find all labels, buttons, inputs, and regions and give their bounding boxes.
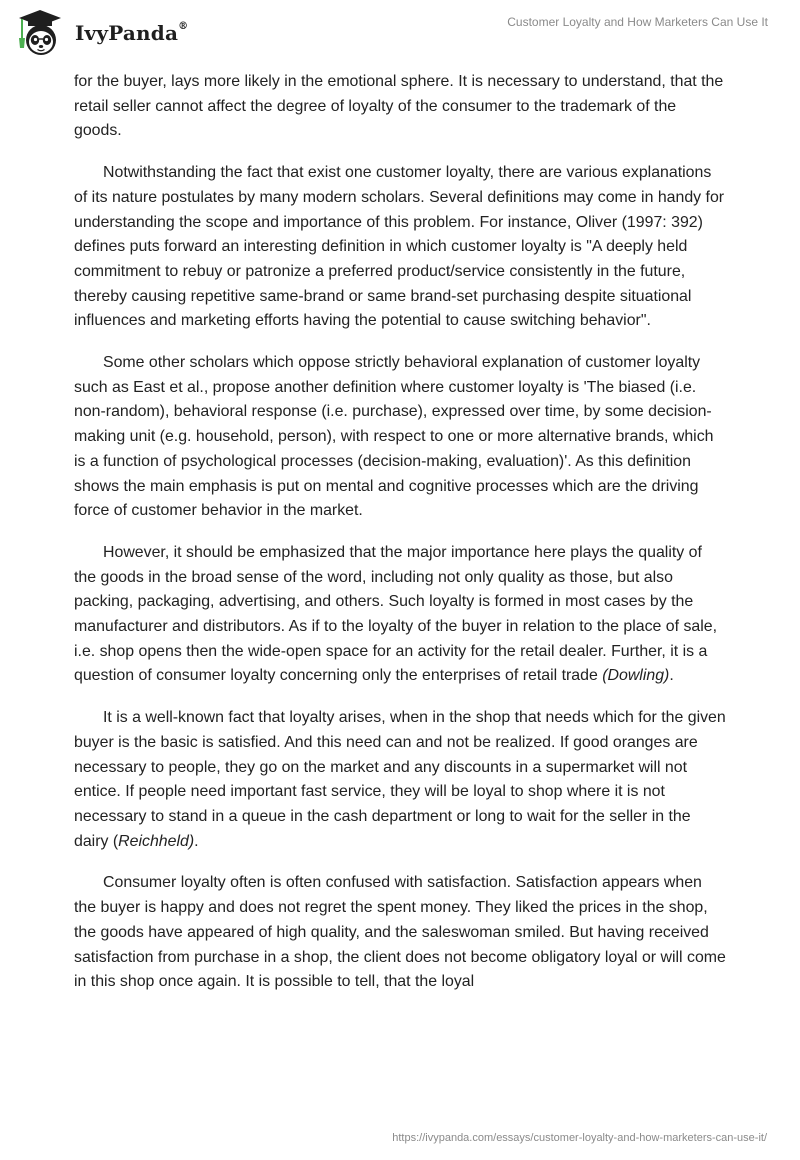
citation: Reichheld) <box>118 832 195 850</box>
essay-body <box>74 70 728 1012</box>
paragraph-end: . <box>669 667 674 685</box>
paragraph: Consumer loyalty often is often confused with satisfaction. Satisfaction appears when the buyer is happy and does not regret the spent money. They liked the prices in the shop, the goods have appeared of high quality, and the saleswoman smiled. But having received satisfaction from purchase in a shop, the client does not become obligatory loyal or will come in this shop once again. It is possible to tell, that the loyal <box>74 874 726 991</box>
paragraph-text: However, it should be emphasized that the major importance here plays the quality of the goods in the broad sense of the word, including not only quality as those, but also packing, packaging, advertising, and others. Such loyalty is formed in most cases by the manufacturer and distributors. As if to the loyalty of the buyer in relation to the place of sale, i.e. shop opens then the wide-open space for an activity for the retail dealer. Further, it is a question of consumer loyalty concerning only the enterprises of retail trade <box>74 543 718 685</box>
brand-logo[interactable] <box>14 8 188 58</box>
paragraph <box>74 541 728 689</box>
paragraph-text: It is a well-known fact that loyalty arises, when in the shop that needs which for the given buyer is the basic is satisfied. And this need can and not be realized. If good oranges are necessary to people, they go on the market and any discounts in a supermarket will not entice. If people need important fast service, they will be loyal to shop where it is not necessary to stand in a queue in the cash department or long to wait for the seller in the dairy ( <box>74 709 726 850</box>
page-header <box>0 0 800 72</box>
brand-name: IvyPanda® <box>75 21 189 45</box>
panda-graduate-icon <box>14 8 66 58</box>
paragraph: for the buyer, lays more likely in the emotional sphere. It is necessary to understand, that the retail seller cannot affect the degree of loyalty of the consumer to the trademark of the goods. <box>74 73 724 140</box>
paragraph-end: . <box>194 832 199 850</box>
paragraph <box>74 706 728 854</box>
source-url[interactable]: https://ivypanda.com/essays/customer-loyalty-and-how-marketers-can-use-it/ <box>392 1132 767 1144</box>
paragraph: Some other scholars which oppose strictly behavioral explanation of customer loyalty such as East et al., propose another definition where customer loyalty is 'The biased (i.e. non-random), behavioral response (i.e. purchase), expressed over time, by some decision-making unit (e.g. household, person), with respect to one or more alternative brands, which is a function of psychological processes (decision-making, evaluation)'. As this definition shows the main emphasis is put on mental and cognitive processes which are the driving force of customer behavior in the market. <box>74 354 714 520</box>
citation: (Dowling) <box>602 667 670 685</box>
document-title: Customer Loyalty and How Marketers Can Use It <box>507 15 768 29</box>
paragraph: Notwithstanding the fact that exist one customer loyalty, there are various explanations of its nature postulates by many modern scholars. Several definitions may come in handy for understanding the scope and importance of this problem. For instance, Oliver (1997: 392) defines puts forward an interesting definition in which customer loyalty is "A deeply held commitment to rebuy or patronize a preferred product/service consistently in the future, thereby causing repetitive same-brand or same brand-set purchasing despite situational influences and marketing efforts having the potential to cause switching behavior". <box>74 164 725 330</box>
